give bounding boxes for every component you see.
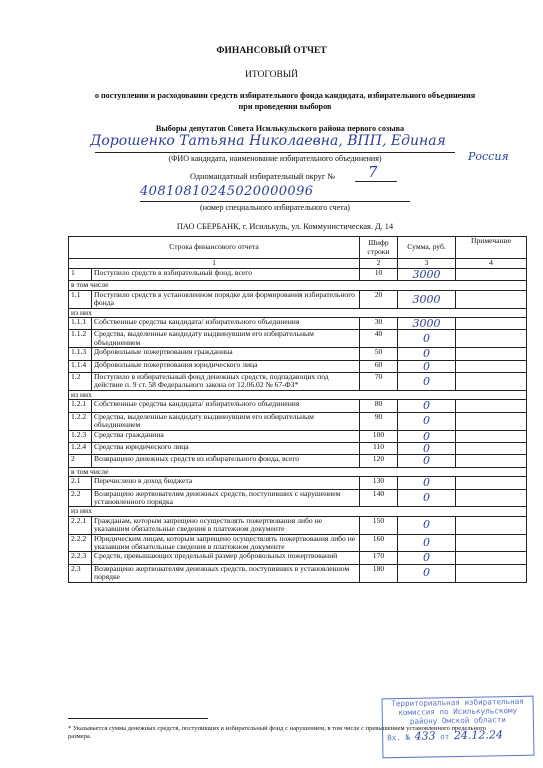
row-sum	[398, 318, 456, 330]
row-number: 1.2.2	[69, 412, 92, 430]
row-name: Возвращено жертвователям денежных средств, поступивших с нарушением установленного порядка	[92, 489, 360, 507]
row-sum	[398, 489, 456, 507]
stamp-reg-number: 433	[414, 729, 436, 743]
row-note	[456, 348, 527, 360]
table-row	[69, 477, 527, 489]
row-code: 180	[360, 564, 398, 582]
row-note	[456, 373, 527, 391]
row-sum	[398, 412, 456, 430]
candidate-caption: (ФИО кандидата, наименование избирательного объединения)	[168, 154, 382, 163]
header-note-label: Примечание	[456, 237, 527, 259]
row-note	[456, 489, 527, 507]
row-note	[456, 318, 527, 330]
section-label: из них	[69, 390, 527, 399]
row-note	[456, 534, 527, 552]
election-name: Выборы депутатов Совета Исилькульского района первого созыва	[155, 124, 405, 133]
row-number: 1.2.1	[69, 400, 92, 412]
row-name: Собственные средства кандидата/ избирательного объединения	[92, 400, 360, 412]
handwritten-sum: 0	[423, 454, 430, 468]
table-row	[69, 318, 527, 330]
row-name: Юридическим лицам, которым запрещено осуществлять пожертвования либо не указавшим обязательные сведения в платежном документе	[92, 534, 360, 552]
table-row	[69, 373, 527, 391]
row-code: 130	[360, 477, 398, 489]
row-name: Возвращено жертвователям денежных средств, поступивших в установленном порядке	[92, 564, 360, 582]
handwritten-sum: 0	[423, 332, 430, 346]
header-row-label: Строка финансового отчета	[69, 237, 360, 259]
stamp-line2: комиссия по Исилькульскому	[398, 705, 518, 718]
row-note	[456, 455, 527, 467]
row-number: 1.2.4	[69, 442, 92, 454]
handwritten-sum: 0	[423, 399, 430, 413]
row-note	[456, 552, 527, 564]
row-note	[456, 477, 527, 489]
table-row	[69, 442, 527, 454]
row-sum	[398, 534, 456, 552]
row-code: 20	[360, 290, 398, 308]
row-name: Поступило средств в установленном порядке для формирования избирательного фонда	[92, 290, 360, 308]
report-description-line1: о поступлении и расходовании средств избирательного фонда кандидата, избирательного объединения	[94, 91, 476, 100]
handwritten-sum: 0	[423, 374, 430, 388]
row-note	[456, 269, 527, 281]
row-code: 100	[360, 430, 398, 442]
row-sum	[398, 348, 456, 360]
section-label: из них	[69, 507, 527, 516]
row-sum	[398, 400, 456, 412]
registration-stamp	[381, 696, 534, 759]
table-row	[69, 290, 527, 308]
row-name: Гражданам, которым запрещено осуществлять пожертвования либо не указавшим обязательные сведения в платежном документе	[92, 516, 360, 534]
row-note	[456, 516, 527, 534]
row-number: 1.1.4	[69, 360, 92, 372]
header-code-label: Шифр строки	[360, 237, 398, 259]
table-row	[69, 348, 527, 360]
handwritten-sum: 3000	[412, 317, 441, 331]
row-sum	[398, 552, 456, 564]
row-name: Средства, выделенные кандидату выдвинувшим его избирательным объединением	[92, 412, 360, 430]
handwritten-sum: 0	[423, 566, 430, 580]
row-note	[456, 360, 527, 372]
row-code: 170	[360, 552, 398, 564]
footnote: * Указывается сумма денежных средств, поступивших в избирательный фонд с нарушением, в том числе с превышением установленного предельного размера.	[68, 725, 486, 740]
row-sum	[398, 360, 456, 372]
account-number: 40810810245020000096	[140, 184, 314, 199]
handwritten-sum: 0	[423, 359, 430, 373]
row-note	[456, 400, 527, 412]
row-code: 90	[360, 412, 398, 430]
row-number: 1.2.3	[69, 430, 92, 442]
row-number: 2.2.1	[69, 516, 92, 534]
row-sum	[398, 269, 456, 281]
row-name: Средства, выделенные кандидату выдвинувшим его избирательным объединением	[92, 330, 360, 348]
handwritten-sum: 0	[423, 476, 430, 490]
header-number-1: 1	[69, 259, 360, 269]
row-sum	[398, 442, 456, 454]
row-sum	[398, 455, 456, 467]
row-note	[456, 430, 527, 442]
table-row	[69, 330, 527, 348]
row-number: 2.2.2	[69, 534, 92, 552]
stamp-date-label: от	[440, 732, 450, 742]
district-label: Одномандатный избирательный округ №	[190, 172, 336, 181]
row-number: 1.2	[69, 373, 92, 391]
stamp-line3: району Омской области	[409, 715, 506, 726]
row-name: Поступило средств в избирательный фонд, всего	[92, 269, 360, 281]
row-name: Перечислено в доход бюджета	[92, 477, 360, 489]
account-caption: (номер специального избирательного счета)	[200, 203, 350, 212]
row-note	[456, 330, 527, 348]
row-sum	[398, 330, 456, 348]
handwritten-sum: 0	[423, 491, 430, 505]
row-sum	[398, 290, 456, 308]
financial-report-table	[68, 236, 527, 583]
table-row	[69, 400, 527, 412]
report-description-line2: при проведении выборов	[238, 102, 332, 111]
row-number: 1.1.1	[69, 318, 92, 330]
row-sum	[398, 373, 456, 391]
row-code: 140	[360, 489, 398, 507]
header-sum-label: Сумма, руб.	[398, 237, 456, 259]
row-code: 50	[360, 348, 398, 360]
row-sum	[398, 516, 456, 534]
handwritten-sum: 0	[423, 551, 430, 565]
handwritten-sum: 0	[423, 441, 430, 455]
table-row	[69, 360, 527, 372]
row-number: 2.3	[69, 564, 92, 582]
row-code: 60	[360, 360, 398, 372]
stamp-line1: Территориальная избирательная	[391, 696, 524, 709]
row-number: 1.1.2	[69, 330, 92, 348]
handwritten-sum: 0	[423, 536, 430, 550]
row-number: 1	[69, 269, 92, 281]
row-name: Средств, превышающих предельный размер добровольных пожертвований	[92, 552, 360, 564]
row-code: 80	[360, 400, 398, 412]
row-number: 1.1	[69, 290, 92, 308]
row-code: 120	[360, 455, 398, 467]
section-label: из них	[69, 308, 527, 317]
row-number: 2	[69, 455, 92, 467]
bank-info: ПАО СБЕРБАНК, г. Исилькуль, ул. Коммунистическая. Д. 14	[176, 222, 394, 231]
row-code: 110	[360, 442, 398, 454]
row-note	[456, 442, 527, 454]
row-number: 2.2	[69, 489, 92, 507]
stamp-reg-label: Вх. №	[387, 732, 411, 743]
row-code: 150	[360, 516, 398, 534]
row-note	[456, 412, 527, 430]
report-subtitle: ИТОГОВЫЙ	[245, 70, 298, 80]
handwritten-sum: 3000	[412, 292, 441, 306]
row-number: 1.1.3	[69, 348, 92, 360]
section-label: в том числе	[69, 281, 527, 290]
row-name: Добровольные пожертвования юридического лица	[92, 360, 360, 372]
row-number: 2.2.3	[69, 552, 92, 564]
table-row	[69, 430, 527, 442]
row-code: 70	[360, 373, 398, 391]
handwritten-sum: 0	[423, 414, 430, 428]
table-row	[69, 516, 527, 534]
row-name: Добровольные пожертвования гражданина	[92, 348, 360, 360]
row-code: 30	[360, 318, 398, 330]
row-name: Собственные средства кандидата/ избирательного объединения	[92, 318, 360, 330]
row-name: Поступило в избирательный фонд денежных средств, подпадающих под действие п. 9 ст. 58 Федерального закона от 12.06.02 № 67-ФЗ*	[92, 373, 360, 391]
table-section-row	[69, 281, 527, 290]
section-label: в том числе	[69, 467, 527, 476]
row-sum	[398, 477, 456, 489]
table-section-row	[69, 507, 527, 516]
handwritten-sum: 3000	[412, 268, 441, 281]
candidate-handwritten-line2: Россия	[468, 150, 509, 163]
row-note	[456, 564, 527, 582]
report-title: ФИНАНСОВЫЙ ОТЧЕТ	[216, 46, 327, 56]
table-row	[69, 455, 527, 467]
stamp-date: 24.12.24	[453, 728, 503, 743]
table-row	[69, 269, 527, 281]
row-name: Возвращено денежных средств из избирательного фонда, всего	[92, 455, 360, 467]
table-row	[69, 534, 527, 552]
handwritten-sum: 0	[423, 429, 430, 443]
header-number-4: 4	[456, 259, 527, 269]
header-number-3: 3	[398, 259, 456, 269]
table-row	[69, 412, 527, 430]
table-row	[69, 564, 527, 582]
table-row	[69, 489, 527, 507]
row-name: Средства гражданина	[92, 430, 360, 442]
row-note	[456, 290, 527, 308]
row-sum	[398, 430, 456, 442]
candidate-handwritten: Дорошенко Татьяна Николаевна, ВПП, Единая	[90, 133, 446, 149]
table-row	[69, 552, 527, 564]
row-name: Средства юридического лица	[92, 442, 360, 454]
handwritten-sum: 0	[423, 347, 430, 361]
row-code: 10	[360, 269, 398, 281]
row-sum	[398, 564, 456, 582]
row-code: 160	[360, 534, 398, 552]
handwritten-sum: 0	[423, 518, 430, 532]
row-number: 2.1	[69, 477, 92, 489]
row-code: 40	[360, 330, 398, 348]
district-number: 7	[368, 163, 378, 181]
header-number-2: 2	[360, 259, 398, 269]
